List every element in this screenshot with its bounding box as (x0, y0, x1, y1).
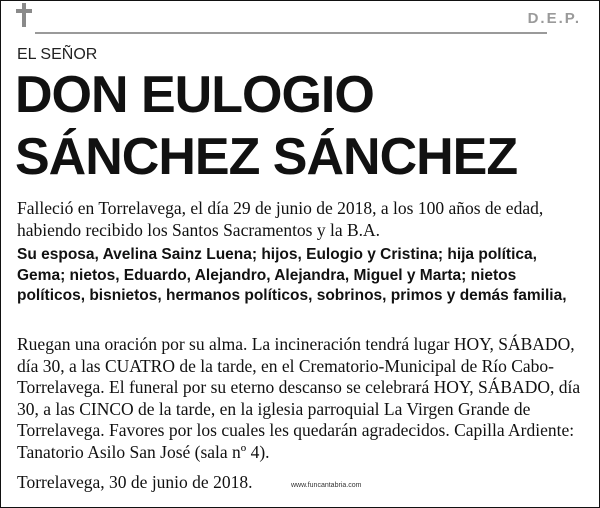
cross-icon (15, 3, 33, 27)
honorific: EL SEÑOR (17, 46, 98, 63)
dep-label: D.E.P. (527, 10, 581, 27)
header-rule (35, 32, 547, 34)
service-details: Ruegan una oración por su alma. La incineración tendrá lugar HOY, SÁBADO, día 30, a las CUATRO de la tarde, en el Crematorio-Municipal de Río Cabo-Torrelavega. El funeral por su eterno descanso se celebrará HOY, SÁBADO, día 30, a las CINCO de la tarde, en la iglesia parroquial La Virgen Grande de Torrelavega. Favores por los cuales les quedarán agradecidos. Capilla Ardiente: Tanatorio Asilo San José (sala nº 4). (17, 334, 581, 462)
deceased-name-line1: DON EULOGIO (15, 66, 374, 124)
family-list: Su esposa, Avelina Sainz Luena; hijos, Eulogio y Cristina; hija política, Gema; nietos, Eduardo, Alejandro, Alejandra, Miguel y Marta; nietos políticos, bisnietos, hermanos políticos, sobrinos, primos y demás familia, (17, 246, 567, 304)
deceased-name-line2: SÁNCHEZ SÁNCHEZ (15, 128, 518, 186)
death-notice-text: Falleció en Torrelavega, el día 29 de junio de 2018, a los 100 años de edad, habiendo recibido los Santos Sacramentos y la B.A. (17, 198, 544, 240)
website-link[interactable]: www.funcantabria.com (291, 482, 362, 489)
place-date: Torrelavega, 30 de junio de 2018. (17, 472, 253, 492)
